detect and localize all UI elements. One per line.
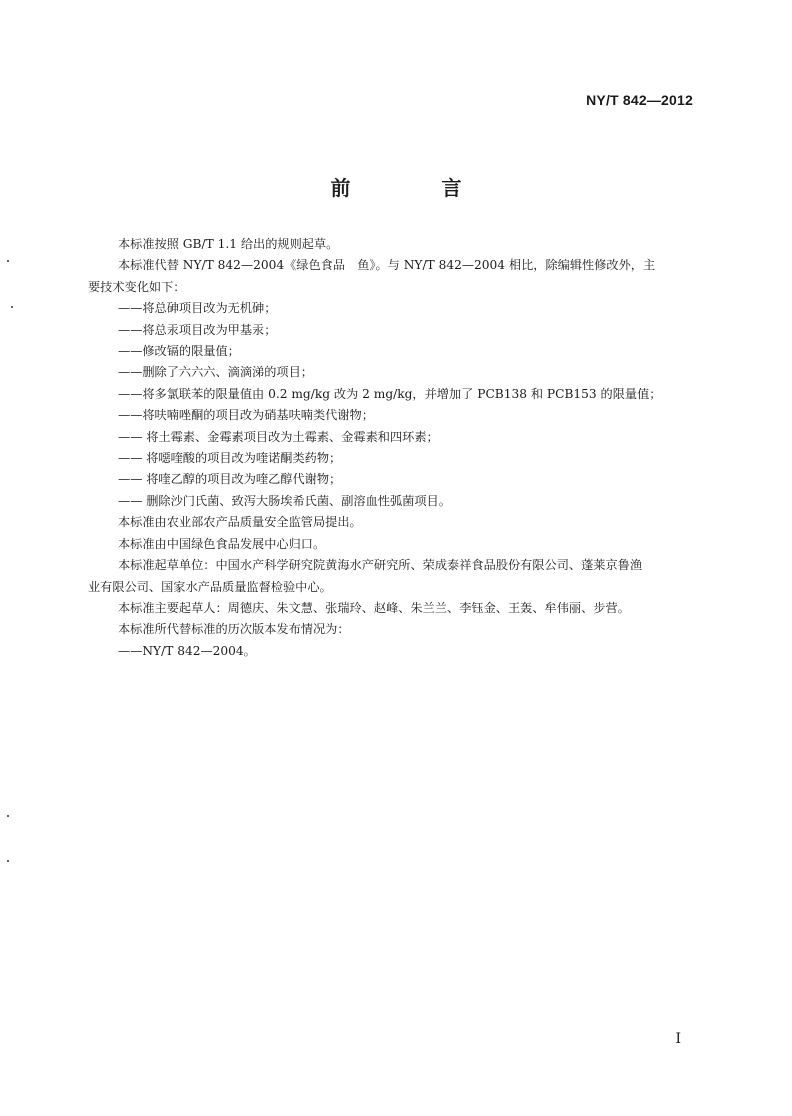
- paragraph-drafting-units-line2: 业有限公司、国家水产品质量监督检验中心。: [88, 579, 332, 594]
- margin-mark: [7, 860, 9, 862]
- paragraph-proposer: 本标准由农业部农产品质量安全监管局提出。: [118, 515, 362, 530]
- list-item: ——将总砷项目改为无机砷；: [118, 301, 277, 316]
- list-item: ——将呋喃唑酮的项目改为硝基呋喃类代谢物；: [118, 408, 374, 423]
- margin-mark: [7, 260, 9, 262]
- list-item: ——将总汞项目改为甲基汞；: [118, 322, 277, 337]
- list-item: ——删除了六六六、滴滴涕的项目；: [118, 365, 313, 380]
- paragraph-replacement-line1: 本标准代替 NY/T 842—2004《绿色食品 鱼》。与 NY/T 842—2004 相比，除编辑性修改外，主: [118, 258, 656, 273]
- standard-code: NY/T 842—2012: [586, 92, 693, 108]
- paragraph-history-item: ——NY/T 842—2004。: [118, 643, 256, 658]
- page-title: 前 言: [330, 176, 504, 200]
- list-item: ——将多氯联苯的限量值由 0.2 mg/kg 改为 2 mg/kg，并增加了 PCB138 和 PCB153 的限量值；: [118, 386, 662, 401]
- paragraph-drafting-units-line1: 本标准起草单位：中国水产科学研究院黄海水产研究所、荣成泰祥食品股份有限公司、蓬莱京鲁渔: [118, 558, 643, 573]
- paragraph-centralized: 本标准由中国绿色食品发展中心归口。: [118, 536, 326, 551]
- paragraph-drafters: 本标准主要起草人：周德庆、朱文慧、张瑞玲、赵峰、朱兰兰、李钰金、王轰、牟伟丽、步营。: [118, 600, 630, 615]
- paragraph-drafting-rules: 本标准按照 GB/T 1.1 给出的规则起草。: [118, 237, 339, 251]
- paragraph-replacement: [88, 255, 693, 298]
- paragraph-history: 本标准所代替标准的历次版本发布情况为：: [118, 622, 350, 637]
- list-item: —— 将噁喹酸的项目改为喹诺酮类药物；: [118, 451, 342, 466]
- list-item: ——修改镉的限量值；: [118, 344, 240, 359]
- list-item: —— 将喹乙醇的项目改为喹乙醇代谢物；: [118, 472, 342, 487]
- paragraph-replacement-line2: 要技术变化如下：: [88, 279, 186, 294]
- paragraph-drafting-units: [88, 555, 693, 598]
- margin-mark: [7, 815, 9, 817]
- foreword-body: [88, 234, 693, 662]
- margin-mark: [11, 306, 13, 308]
- list-item: —— 将土霉素、金霉素项目改为土霉素、金霉素和四环素；: [118, 429, 439, 444]
- list-item: —— 删除沙门氏菌、致泻大肠埃希氏菌、副溶血性弧菌项目。: [118, 493, 451, 508]
- page-number: I: [675, 1031, 681, 1047]
